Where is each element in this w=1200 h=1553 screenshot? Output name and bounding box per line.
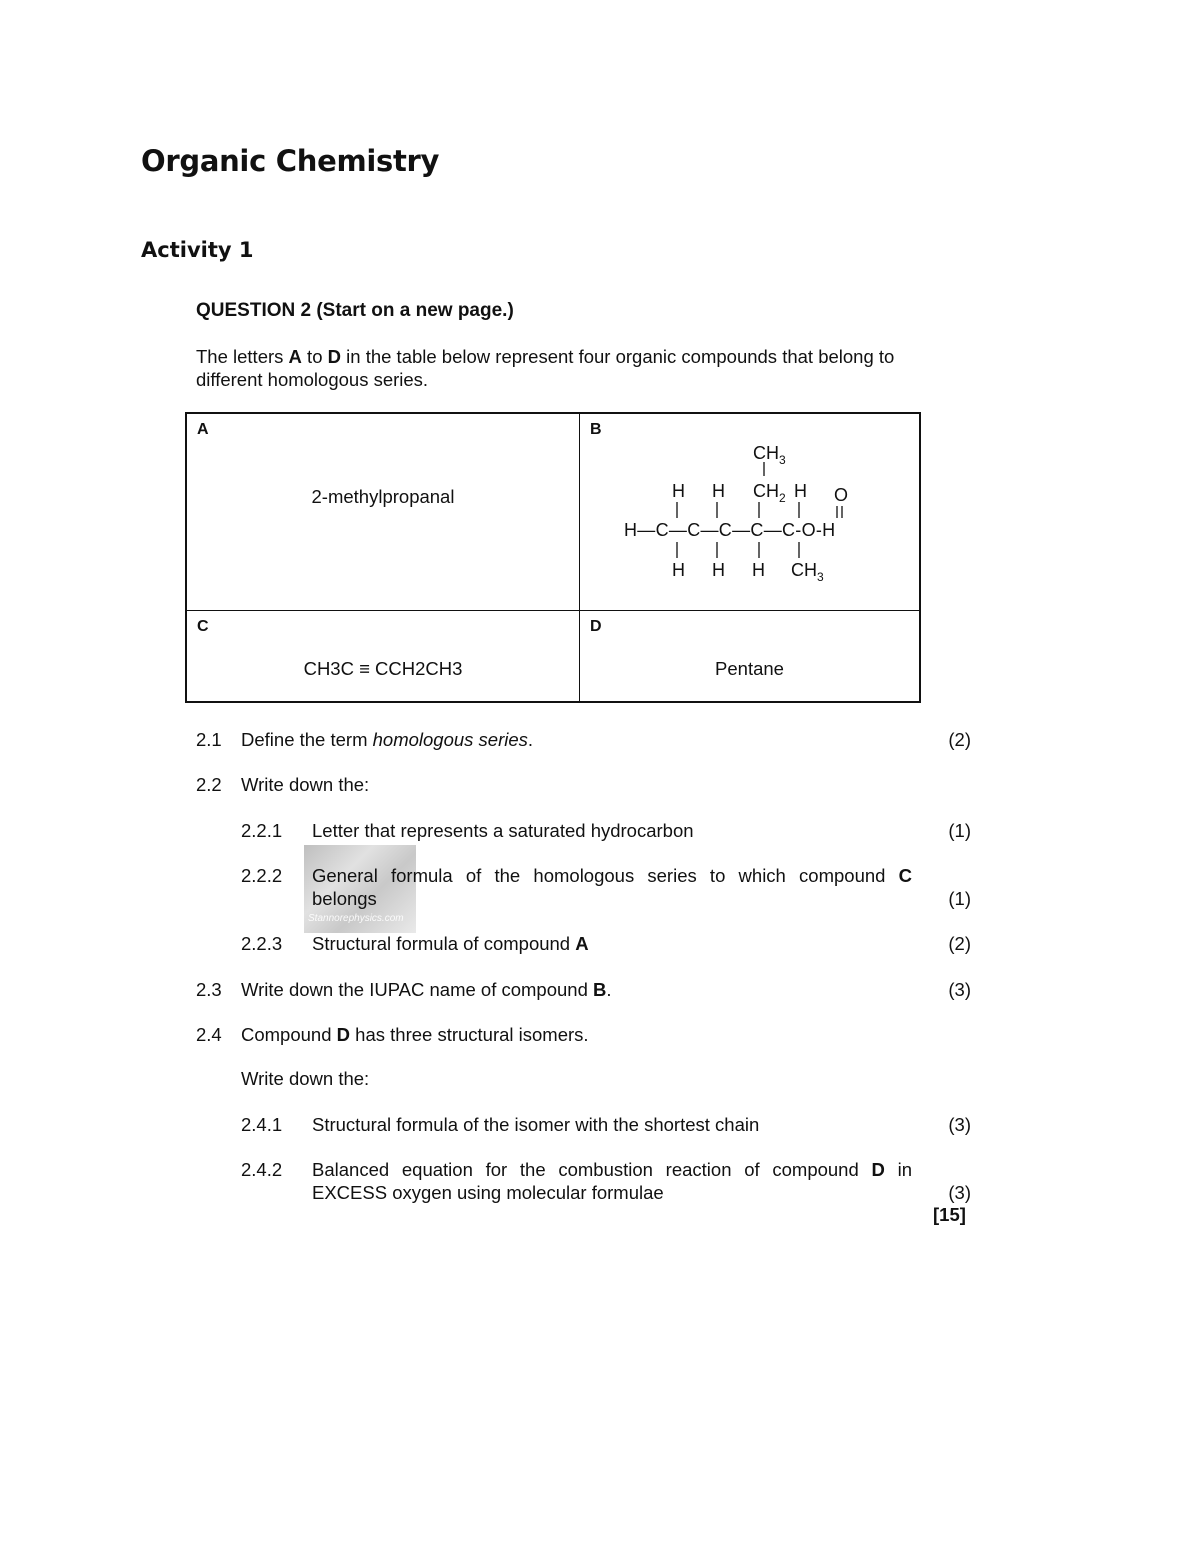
- compound-a-name: 2-methylpropanal: [311, 486, 455, 507]
- item-number: 2.4: [196, 1024, 222, 1045]
- item-number: 2.4.1: [241, 1114, 283, 1135]
- question-heading: QUESTION 2 (Start on a new page.): [196, 300, 514, 321]
- intro-text: to: [301, 346, 328, 367]
- cell-letter: D: [590, 618, 602, 635]
- item-mark: (1): [948, 888, 971, 909]
- item-text: Define the term homologous series.: [241, 729, 534, 750]
- struct-label: H: [752, 560, 765, 580]
- struct-label: $CH_2$: [753, 481, 786, 505]
- compound-table: [185, 412, 921, 703]
- struct-label: H: [672, 481, 685, 501]
- item-mark: (3): [948, 1182, 971, 1203]
- item-text: Compound D has three structural isomers.: [241, 1024, 589, 1045]
- compound-c-formula: CH3C ≡ CCH2CH3: [303, 658, 463, 679]
- table-cell-d: [580, 611, 919, 701]
- item-mark: (3): [948, 1114, 971, 1135]
- page-title: Organic Chemistry: [141, 144, 440, 178]
- struct-label: H: [672, 560, 685, 580]
- activity-heading: Activity 1: [141, 238, 254, 262]
- main-chain: H—C—C—C—C—C-O-H: [624, 520, 836, 540]
- intro-letter-a: A: [288, 346, 302, 367]
- compound-d-name: Pentane: [715, 658, 784, 679]
- item-mark: (2): [948, 933, 971, 954]
- item-mark: (2): [948, 729, 971, 750]
- item-number: 2.1: [196, 729, 222, 750]
- question-item: [241, 1158, 971, 1204]
- item-text: belongs: [312, 888, 377, 909]
- item-number: 2.3: [196, 979, 222, 1000]
- item-mark: (1): [948, 820, 971, 841]
- item-text: Structural formula of the isomer with the shortest chain: [312, 1114, 760, 1135]
- item-text: EXCESS oxygen using molecular formulae: [312, 1182, 664, 1203]
- structural-formula-b: [622, 436, 912, 586]
- struct-label: H: [712, 560, 725, 580]
- item-number: 2.2.1: [241, 820, 283, 841]
- struct-label: H: [794, 481, 807, 501]
- item-mark: (3): [948, 979, 971, 1000]
- item-text: Balanced equation for the combustion reaction of compound D in: [312, 1159, 913, 1180]
- item-text: Write down the IUPAC name of compound B.: [241, 979, 612, 1000]
- intro-text: in the table below represent four organic compounds that belong to different homologous series.: [196, 346, 895, 390]
- item-number: 2.2.3: [241, 933, 283, 954]
- struct-label: $CH_3$: [753, 443, 786, 467]
- cell-letter: A: [197, 421, 209, 438]
- item-text: General formula of the homologous series to which compound C: [312, 865, 912, 886]
- watermark-text: Stannorephysics.com: [308, 913, 404, 924]
- question-item: [241, 864, 971, 910]
- item-text: Write down the:: [241, 1068, 370, 1089]
- table-cell-b: [580, 414, 919, 611]
- intro-text: The letters: [196, 346, 289, 367]
- cell-letter: B: [590, 421, 602, 438]
- struct-label: H: [712, 481, 725, 501]
- item-text: Write down the:: [241, 774, 370, 795]
- table-cell-a: [187, 414, 580, 611]
- table-cell-c: [187, 611, 580, 701]
- item-text: Letter that represents a saturated hydrocarbon: [312, 820, 694, 841]
- item-text: Structural formula of compound A: [312, 933, 589, 954]
- item-number: 2.2: [196, 774, 222, 795]
- intro-letter-d: D: [327, 346, 342, 367]
- item-number: 2.4.2: [241, 1159, 283, 1180]
- total-marks: [15]: [933, 1204, 966, 1225]
- question-intro: [196, 345, 926, 391]
- item-number: 2.2.2: [241, 865, 283, 886]
- struct-label: O: [834, 485, 849, 505]
- struct-label: $CH_3$: [791, 560, 824, 584]
- cell-letter: C: [197, 618, 209, 635]
